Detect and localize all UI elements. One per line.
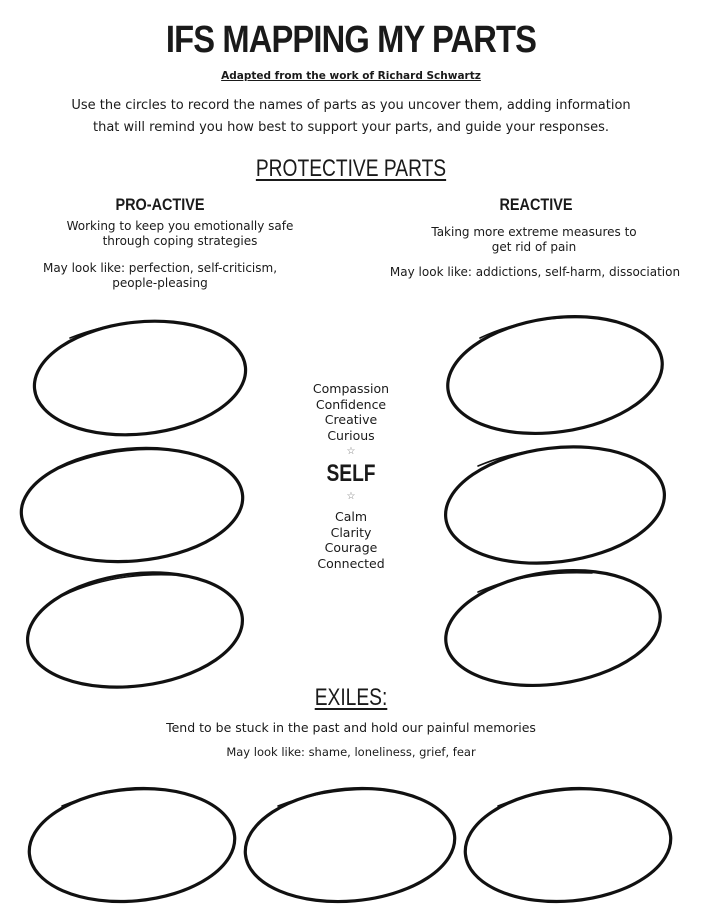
exiles-examples: May look like: shame, loneliness, grief, fear xyxy=(226,745,476,759)
proactive-desc-line-1: Working to keep you emotionally safe xyxy=(66,219,294,233)
proactive-circle[interactable] xyxy=(29,311,252,445)
self-quality-calm: Calm xyxy=(334,509,368,524)
reactive-desc-line-1: Taking more extreme measures to xyxy=(431,225,637,239)
proactive-circle[interactable] xyxy=(17,440,248,571)
proactive-examples-line-1: May look like: perfection, self-criticism, xyxy=(42,261,278,275)
proactive-examples-line-2: people-pleasing xyxy=(112,276,208,290)
proactive-circle[interactable] xyxy=(21,561,249,698)
proactive-heading: PRO-ACTIVE xyxy=(115,195,205,214)
star-icon: ☆ xyxy=(346,446,356,457)
reactive-circle[interactable] xyxy=(439,435,671,575)
reactive-desc-line-2: get rid of pain xyxy=(491,240,577,254)
exiles-description: Tend to be stuck in the past and hold our painful memories xyxy=(166,720,536,735)
reactive-circle[interactable] xyxy=(438,558,667,699)
star-icon: ☆ xyxy=(346,491,356,502)
self-quality-clarity: Clarity xyxy=(330,524,372,540)
exiles-heading: EXILES: xyxy=(314,684,388,711)
self-quality-creative: Creative xyxy=(324,412,378,427)
self-quality-curious: Curious xyxy=(327,427,375,443)
exile-circle[interactable] xyxy=(241,780,460,910)
intro-line-1: Use the circles to record the names of parts as you uncover them, adding information xyxy=(71,98,631,113)
self-quality-connected: Connected xyxy=(317,555,385,571)
self-quality-compassion: Compassion xyxy=(312,381,390,396)
self-heading: SELF xyxy=(326,460,376,487)
reactive-circle[interactable] xyxy=(440,304,670,447)
reactive-examples: May look like: addictions, self-harm, dissociation xyxy=(389,265,681,279)
exile-circle[interactable] xyxy=(25,780,240,910)
proactive-desc-line-2: through coping strategies xyxy=(102,234,258,248)
page-title: IFS MAPPING MY PARTS xyxy=(165,19,537,61)
self-quality-courage: Courage xyxy=(324,540,378,555)
self-quality-confidence: Confidence xyxy=(315,396,387,412)
exile-circle[interactable] xyxy=(461,780,676,910)
intro-line-2: that will remind you how best to support your parts, and guide your responses. xyxy=(93,120,609,135)
reactive-heading: REACTIVE xyxy=(499,195,573,214)
attribution-subtitle: Adapted from the work of Richard Schwartz xyxy=(221,70,481,82)
protective-parts-heading: PROTECTIVE PARTS xyxy=(255,155,447,182)
